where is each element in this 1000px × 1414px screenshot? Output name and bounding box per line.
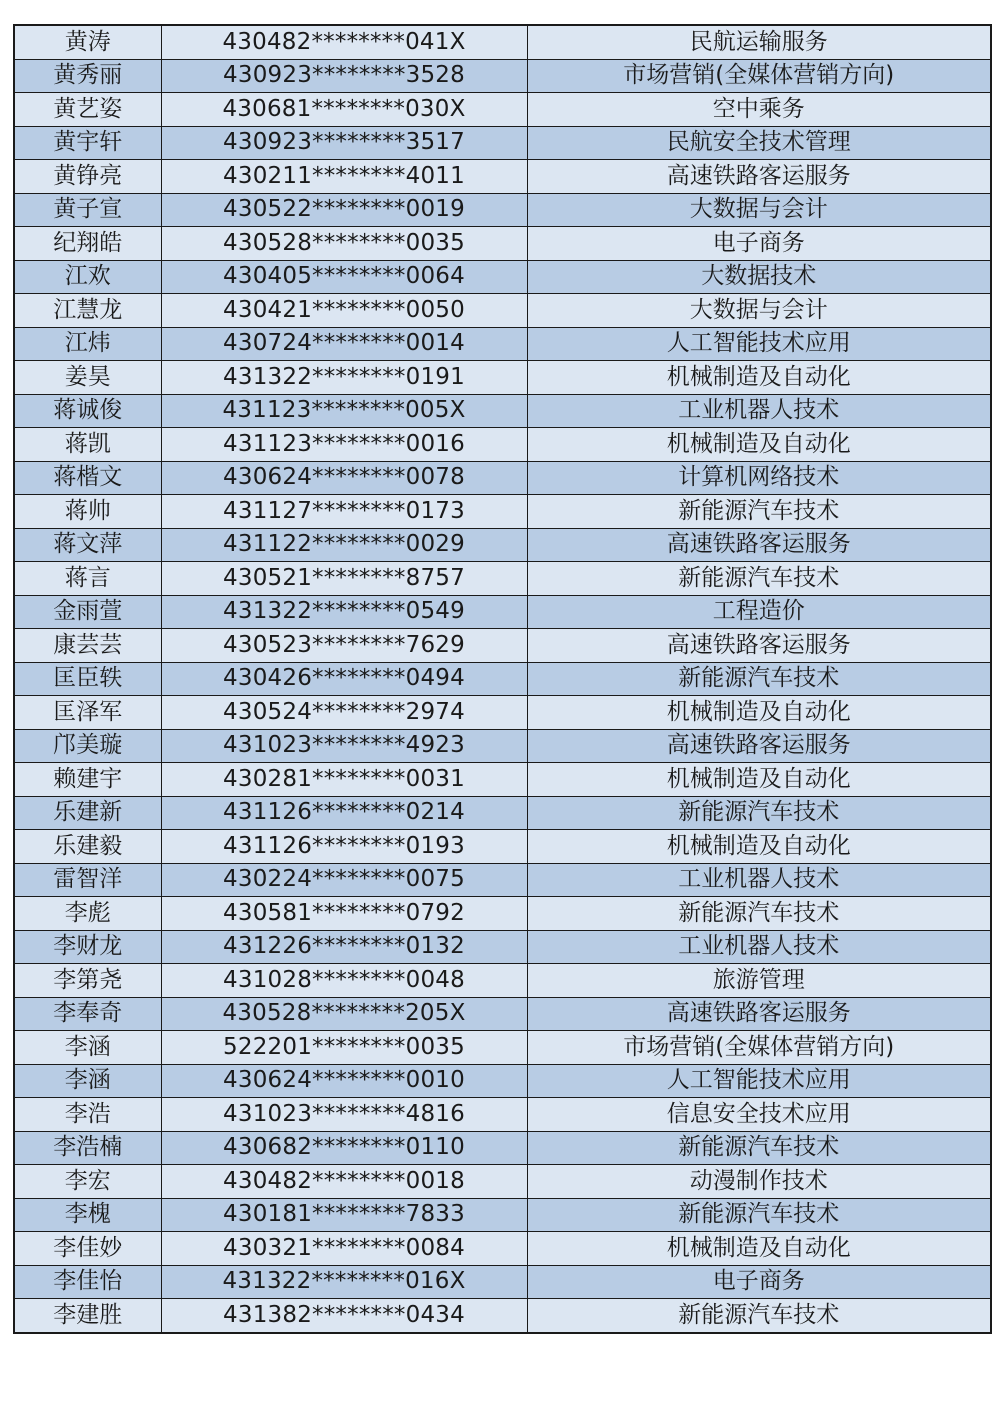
table-row — [14, 1131, 991, 1165]
id-number-cell: 430224********0075 — [161, 863, 527, 897]
student-name-cell: 李建胜 — [14, 1299, 161, 1333]
table-row — [14, 897, 991, 931]
id-number-cell: 430624********0078 — [161, 461, 527, 495]
major-cell: 机械制造及自动化 — [527, 361, 991, 395]
student-name-cell: 赖建宇 — [14, 763, 161, 797]
student-name-cell: 黄涛 — [14, 25, 161, 59]
student-name-cell: 雷智洋 — [14, 863, 161, 897]
student-name-cell: 李佳妙 — [14, 1232, 161, 1266]
table-row — [14, 763, 991, 797]
student-name-cell: 纪翔皓 — [14, 227, 161, 261]
major-cell: 计算机网络技术 — [527, 461, 991, 495]
table-row — [14, 796, 991, 830]
major-cell: 机械制造及自动化 — [527, 428, 991, 462]
major-cell: 人工智能技术应用 — [527, 1064, 991, 1098]
student-name-cell: 邝美璇 — [14, 729, 161, 763]
table-row — [14, 227, 991, 261]
student-name-cell: 乐建新 — [14, 796, 161, 830]
major-cell: 民航安全技术管理 — [527, 126, 991, 160]
id-number-cell: 430523********7629 — [161, 629, 527, 663]
table-row — [14, 428, 991, 462]
major-cell: 新能源汽车技术 — [527, 796, 991, 830]
table-row — [14, 1031, 991, 1065]
student-name-cell: 黄宇轩 — [14, 126, 161, 160]
student-name-cell: 姜昊 — [14, 361, 161, 395]
table-row — [14, 1299, 991, 1333]
student-name-cell: 蒋帅 — [14, 495, 161, 529]
major-cell: 空中乘务 — [527, 93, 991, 127]
major-cell: 民航运输服务 — [527, 25, 991, 59]
id-number-cell: 430521********8757 — [161, 562, 527, 596]
table-row — [14, 562, 991, 596]
table-row — [14, 863, 991, 897]
table-row — [14, 1232, 991, 1266]
student-name-cell: 李涵 — [14, 1064, 161, 1098]
major-cell: 新能源汽车技术 — [527, 495, 991, 529]
table-row — [14, 193, 991, 227]
major-cell: 信息安全技术应用 — [527, 1098, 991, 1132]
student-name-cell: 江炜 — [14, 327, 161, 361]
student-name-cell: 蒋楷文 — [14, 461, 161, 495]
table-row — [14, 1165, 991, 1199]
student-name-cell: 李涵 — [14, 1031, 161, 1065]
major-cell: 新能源汽车技术 — [527, 1131, 991, 1165]
student-name-cell: 蒋凯 — [14, 428, 161, 462]
student-name-cell: 李财龙 — [14, 930, 161, 964]
id-number-cell: 431023********4923 — [161, 729, 527, 763]
major-cell: 人工智能技术应用 — [527, 327, 991, 361]
major-cell: 高速铁路客运服务 — [527, 528, 991, 562]
student-name-cell: 李浩楠 — [14, 1131, 161, 1165]
id-number-cell: 430482********0018 — [161, 1165, 527, 1199]
table-row — [14, 1098, 991, 1132]
student-name-cell: 黄铮亮 — [14, 160, 161, 194]
major-cell: 高速铁路客运服务 — [527, 997, 991, 1031]
id-number-cell: 430482********041X — [161, 25, 527, 59]
student-list-body — [14, 25, 991, 1333]
major-cell: 工业机器人技术 — [527, 394, 991, 428]
id-number-cell: 430281********0031 — [161, 763, 527, 797]
major-cell: 新能源汽车技术 — [527, 897, 991, 931]
major-cell: 高速铁路客运服务 — [527, 160, 991, 194]
major-cell: 工业机器人技术 — [527, 863, 991, 897]
table-row — [14, 595, 991, 629]
id-number-cell: 430528********205X — [161, 997, 527, 1031]
student-name-cell: 金雨萱 — [14, 595, 161, 629]
id-number-cell: 431126********0193 — [161, 830, 527, 864]
id-number-cell: 430522********0019 — [161, 193, 527, 227]
table-row — [14, 528, 991, 562]
id-number-cell: 430524********2974 — [161, 696, 527, 730]
id-number-cell: 522201********0035 — [161, 1031, 527, 1065]
major-cell: 机械制造及自动化 — [527, 696, 991, 730]
student-name-cell: 康芸芸 — [14, 629, 161, 663]
id-number-cell: 431023********4816 — [161, 1098, 527, 1132]
id-number-cell: 431123********005X — [161, 394, 527, 428]
major-cell: 大数据与会计 — [527, 193, 991, 227]
student-name-cell: 李宏 — [14, 1165, 161, 1199]
major-cell: 新能源汽车技术 — [527, 1299, 991, 1333]
id-number-cell: 431123********0016 — [161, 428, 527, 462]
table-row — [14, 126, 991, 160]
id-number-cell: 430426********0494 — [161, 662, 527, 696]
student-name-cell: 李第尧 — [14, 964, 161, 998]
student-name-cell: 匡泽军 — [14, 696, 161, 730]
table-row — [14, 394, 991, 428]
major-cell: 大数据与会计 — [527, 294, 991, 328]
table-row — [14, 495, 991, 529]
id-number-cell: 431028********0048 — [161, 964, 527, 998]
id-number-cell: 430321********0084 — [161, 1232, 527, 1266]
student-name-cell: 蒋言 — [14, 562, 161, 596]
table-row — [14, 1198, 991, 1232]
student-name-cell: 江欢 — [14, 260, 161, 294]
major-cell: 电子商务 — [527, 227, 991, 261]
table-row — [14, 1265, 991, 1299]
major-cell: 工程造价 — [527, 595, 991, 629]
id-number-cell: 431382********0434 — [161, 1299, 527, 1333]
student-name-cell: 李佳怡 — [14, 1265, 161, 1299]
id-number-cell: 431322********016X — [161, 1265, 527, 1299]
major-cell: 大数据技术 — [527, 260, 991, 294]
id-number-cell: 430581********0792 — [161, 897, 527, 931]
table-row — [14, 830, 991, 864]
student-name-cell: 黄秀丽 — [14, 59, 161, 93]
major-cell: 电子商务 — [527, 1265, 991, 1299]
id-number-cell: 430181********7833 — [161, 1198, 527, 1232]
major-cell: 旅游管理 — [527, 964, 991, 998]
table-row — [14, 93, 991, 127]
id-number-cell: 430923********3528 — [161, 59, 527, 93]
id-number-cell: 430624********0010 — [161, 1064, 527, 1098]
table-row — [14, 327, 991, 361]
id-number-cell: 430421********0050 — [161, 294, 527, 328]
student-name-cell: 黄子宣 — [14, 193, 161, 227]
major-cell: 机械制造及自动化 — [527, 1232, 991, 1266]
table-row — [14, 160, 991, 194]
student-name-cell: 李奉奇 — [14, 997, 161, 1031]
id-number-cell: 430681********030X — [161, 93, 527, 127]
table-row — [14, 930, 991, 964]
table-row — [14, 629, 991, 663]
table-row — [14, 461, 991, 495]
table-row — [14, 964, 991, 998]
id-number-cell: 431322********0191 — [161, 361, 527, 395]
student-name-cell: 李槐 — [14, 1198, 161, 1232]
major-cell: 高速铁路客运服务 — [527, 729, 991, 763]
student-name-cell: 黄艺姿 — [14, 93, 161, 127]
id-number-cell: 430211********4011 — [161, 160, 527, 194]
id-number-cell: 430923********3517 — [161, 126, 527, 160]
id-number-cell: 431126********0214 — [161, 796, 527, 830]
student-name-cell: 李浩 — [14, 1098, 161, 1132]
table-row — [14, 729, 991, 763]
student-name-cell: 江慧龙 — [14, 294, 161, 328]
table-row — [14, 361, 991, 395]
major-cell: 工业机器人技术 — [527, 930, 991, 964]
student-name-cell: 乐建毅 — [14, 830, 161, 864]
major-cell: 机械制造及自动化 — [527, 763, 991, 797]
major-cell: 新能源汽车技术 — [527, 1198, 991, 1232]
major-cell: 新能源汽车技术 — [527, 562, 991, 596]
student-list-table — [13, 24, 992, 1334]
id-number-cell: 431127********0173 — [161, 495, 527, 529]
table-row — [14, 59, 991, 93]
major-cell: 新能源汽车技术 — [527, 662, 991, 696]
table-row — [14, 25, 991, 59]
student-name-cell: 李彪 — [14, 897, 161, 931]
id-number-cell: 431322********0549 — [161, 595, 527, 629]
table-row — [14, 260, 991, 294]
table-row — [14, 662, 991, 696]
table-row — [14, 997, 991, 1031]
id-number-cell: 431226********0132 — [161, 930, 527, 964]
major-cell: 市场营销(全媒体营销方向) — [527, 1031, 991, 1065]
major-cell: 机械制造及自动化 — [527, 830, 991, 864]
major-cell: 高速铁路客运服务 — [527, 629, 991, 663]
id-number-cell: 430682********0110 — [161, 1131, 527, 1165]
table-row — [14, 294, 991, 328]
student-name-cell: 匡臣轶 — [14, 662, 161, 696]
table-row — [14, 1064, 991, 1098]
table-row — [14, 696, 991, 730]
id-number-cell: 430405********0064 — [161, 260, 527, 294]
id-number-cell: 430724********0014 — [161, 327, 527, 361]
student-name-cell: 蒋诚俊 — [14, 394, 161, 428]
student-name-cell: 蒋文萍 — [14, 528, 161, 562]
major-cell: 市场营销(全媒体营销方向) — [527, 59, 991, 93]
id-number-cell: 430528********0035 — [161, 227, 527, 261]
id-number-cell: 431122********0029 — [161, 528, 527, 562]
major-cell: 动漫制作技术 — [527, 1165, 991, 1199]
